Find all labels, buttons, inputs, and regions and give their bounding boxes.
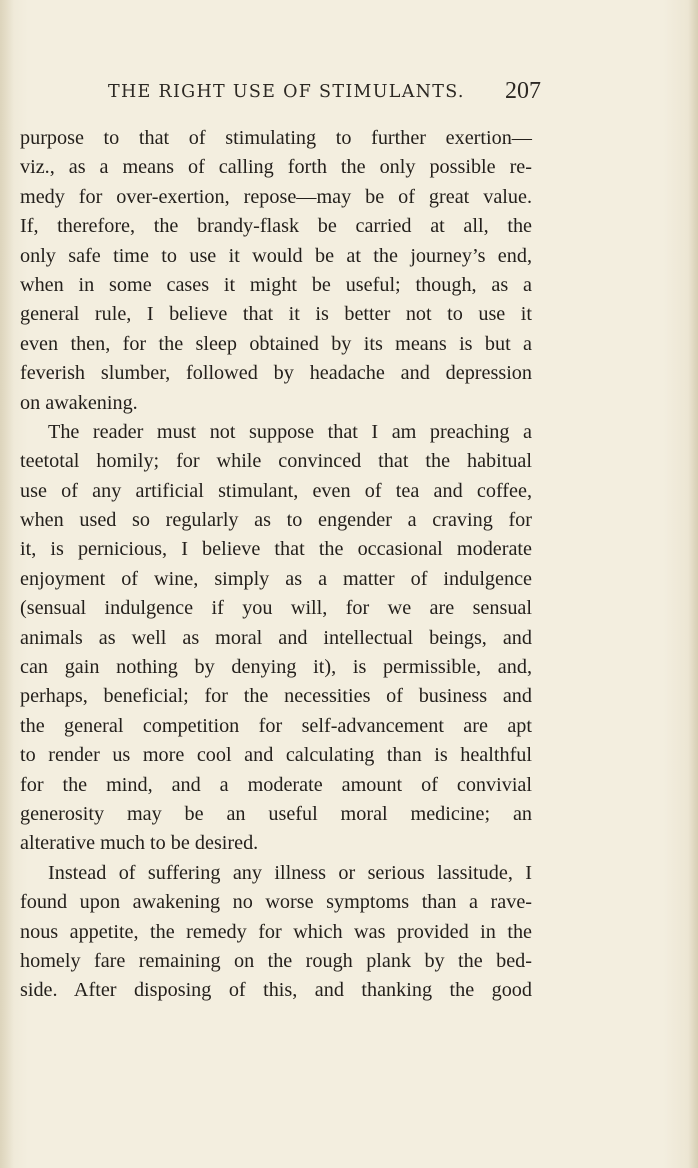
text-line: feverish slumber, followed by headache and depression <box>20 362 532 385</box>
text-line: only safe time to use it would be at the journey’s end, <box>20 244 532 267</box>
text-line: homely fare remaining on the rough plank by the bed- <box>20 949 532 972</box>
page-gutter-shadow <box>0 0 14 1168</box>
text-line: Instead of suffering any illness or serious lassitude, I <box>48 861 532 884</box>
text-line: even then, for the sleep obtained by its means is but a <box>20 332 532 355</box>
text-line: teetotal homily; for while convinced that the habitual <box>20 450 532 473</box>
text-line: viz., as a means of calling forth the only possible re- <box>20 156 532 179</box>
text-line: If, therefore, the brandy-flask be carried at all, the <box>20 215 532 238</box>
text-line: generosity may be an useful moral medicine; an <box>20 802 532 825</box>
running-head <box>0 78 698 114</box>
page-number: 207 <box>505 78 541 104</box>
text-line: when used so regularly as to engender a craving for <box>20 509 532 532</box>
text-line: perhaps, beneficial; for the necessities of business and <box>20 685 532 708</box>
text-line: general rule, I believe that it is better not to use it <box>20 303 532 326</box>
page-edge-shadow <box>688 0 698 1168</box>
body-text <box>20 124 532 1006</box>
running-title: THE RIGHT USE OF STIMULANTS. <box>108 82 465 102</box>
text-line: can gain nothing by denying it), is permissible, and, <box>20 656 532 679</box>
text-line: side. After disposing of this, and thanking the good <box>20 979 532 1002</box>
text-line: (sensual indulgence if you will, for we are sensual <box>20 597 532 620</box>
text-line: found upon awakening no worse symptoms than a rave- <box>20 891 532 914</box>
text-line: nous appetite, the remedy for which was provided in the <box>20 920 532 943</box>
text-line: alterative much to be desired. <box>20 832 259 855</box>
text-line: for the mind, and a moderate amount of convivial <box>20 773 532 796</box>
text-line: on awakening. <box>20 391 138 414</box>
text-line: The reader must not suppose that I am preaching a <box>48 420 532 443</box>
text-line: medy for over-exertion, repose—may be of great value. <box>20 185 532 208</box>
text-line: to render us more cool and calculating than is healthful <box>20 744 532 767</box>
text-line: when in some cases it might be useful; though, as a <box>20 273 532 296</box>
text-line: it, is pernicious, I believe that the occasional moderate <box>20 538 532 561</box>
text-line: use of any artificial stimulant, even of tea and coffee, <box>20 479 532 502</box>
text-line: enjoyment of wine, simply as a matter of indulgence <box>20 567 532 590</box>
text-line: the general competition for self-advancement are apt <box>20 714 532 737</box>
text-line: purpose to that of stimulating to further exertion— <box>20 127 532 149</box>
text-line: animals as well as moral and intellectual beings, and <box>20 626 532 649</box>
